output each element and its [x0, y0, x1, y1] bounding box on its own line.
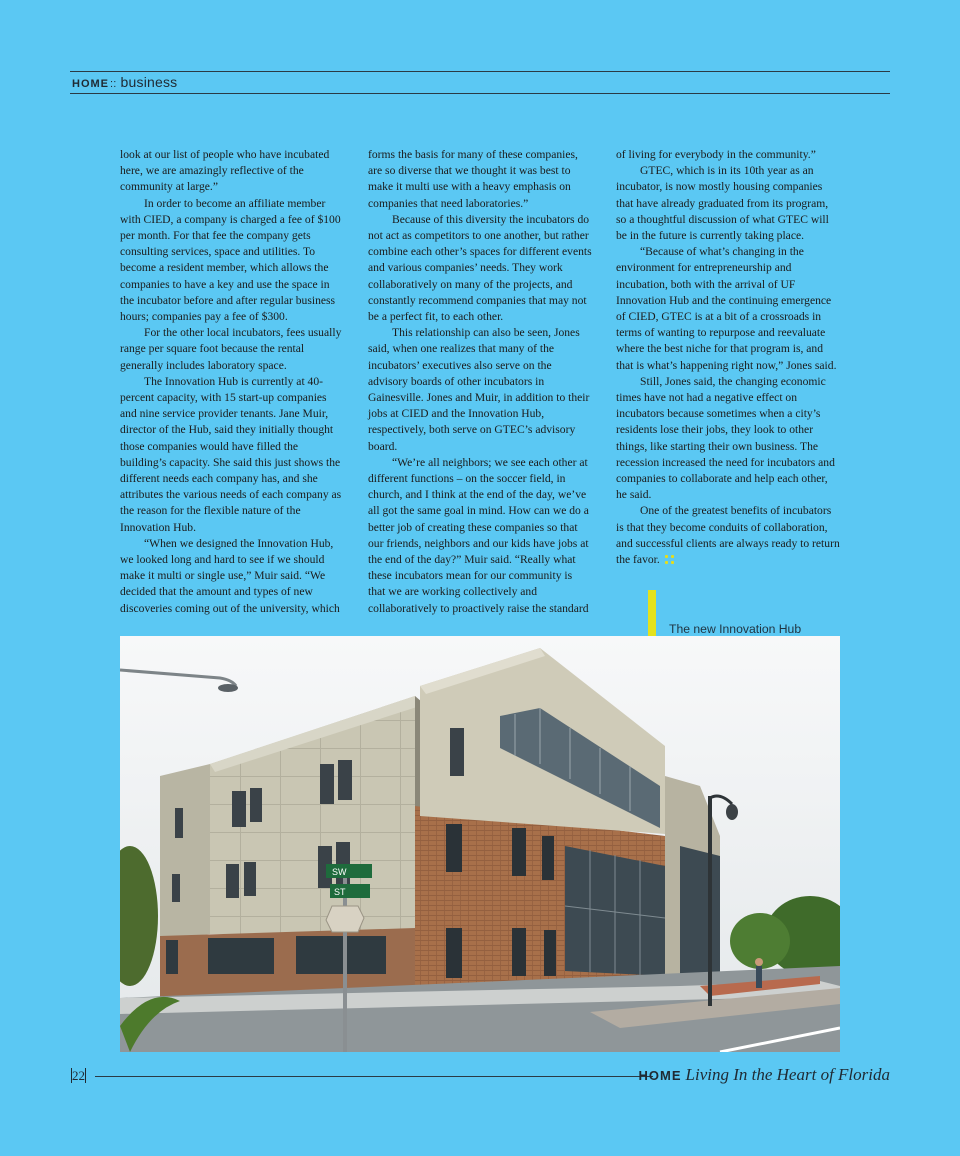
text-column-2	[368, 147, 592, 617]
footer-rule-left	[95, 1076, 653, 1077]
street-sign-text-1: SW	[332, 867, 347, 877]
paragraph: “Because of what’s changing in the environment for entrepreneurship and incubation, both with the arrival of UF Innovation Hub and the continuing emergence of CIED, GTEC is at a bit of a crossroads in terms of wanting to repurpose and reevaluate where the best niche for that program is, and that is what’s happening right now,” Jones said.	[616, 245, 837, 372]
paragraph: look at our list of people who have incubated here, we are amazingly reflective of the community at large.”	[120, 148, 330, 194]
paragraph: GTEC, which is in its 10th year as an incubator, is now mostly housing companies that have already graduated from its program, so a thoughtful discussion of what GTEC will be in the future is currently taking place.	[616, 164, 829, 243]
paragraph: forms the basis for many of these companies, are so diverse that we thought it was best to make it multi use with a heavy emphasis on companies that need laboratories.”	[368, 148, 578, 210]
street-sign-text-2: ST	[334, 887, 346, 897]
paragraph: Still, Jones said, the changing economic times have not had a negative effect on incubators because sometimes when a city’s residents lose their jobs, they look to other things, like starting their own business. The recession increased the need for incubators and companies to collaborate and help each other, he said.	[616, 374, 835, 502]
paragraph: Because of this diversity the incubators do not act as competitors to one another, but rather combine each other’s spaces for different events and various companies’ needs. They work collaboratively on many of the projects, and constantly recommend companies that may not be a perfect fit, to each other.	[368, 212, 592, 324]
section-topic: business	[120, 74, 178, 90]
photo-caption: The new Innovation Hub	[669, 622, 802, 636]
header-bottom-rule	[70, 93, 890, 94]
paragraph: In order to become an affiliate member with CIED, a company is charged a fee of $100 per month. For that fee the company gets consulting services, space and utilities. To become a resident member, which allows the companies to have a key and use the space in the incubator before and after regular business hours; companies pay a fee of $300.	[120, 196, 341, 324]
paragraph: For the other local incubators, fees usually range per square foot because the rental generally includes laboratory space.	[120, 326, 342, 372]
paragraph: The Innovation Hub is currently at 40-percent capacity, with 15 start-up companies and nine service provider tenants. Jane Muir, director of the Hub, said they initially thought those companies would have filled the building’s capacity. She said this just shows the different needs each company has, and she attributes the various needs of each company as the reason for the flexible nature of the Innovation Hub.	[120, 374, 342, 534]
header-top-rule	[70, 71, 890, 72]
paragraph: This relationship can also be seen, Jones said, when one realizes that many of the incubators’ executives also serve on the advisory boards of other incubators in Gainesville. Jones and Muir, in addition to their jobs at CIED and the Innovation Hub, respectively, both serve on GTEC’s advisory board.	[368, 326, 590, 453]
section-header	[72, 74, 177, 90]
footer-brand-name: HOME	[638, 1068, 682, 1083]
section-label: HOME	[72, 78, 109, 90]
page-number	[71, 1068, 86, 1084]
text-column-3	[616, 147, 840, 568]
paragraph-final-text: One of the greatest benefits of incubators is that they become conduits of collaboration, and successful clients are always ready to return the favor.	[616, 504, 840, 567]
paragraph-final	[616, 503, 840, 568]
page-number-text: 22	[72, 1068, 85, 1083]
end-mark-icon	[665, 555, 674, 564]
paragraph: “When we designed the Innovation Hub, we looked long and hard to see if we should make it multi or single use,” Muir said. “We decided that the amount and types of new discoveries coming out of the university, which	[120, 536, 340, 615]
text-column-1	[120, 147, 344, 617]
section-separator: ::	[110, 78, 117, 90]
building-photo	[120, 636, 840, 1052]
footer-brand	[639, 1065, 890, 1085]
paragraph: “We’re all neighbors; we see each other at different functions – on the soccer field, in church, and I think at the end of the day, we’ve all got the same goal in mind. How can we do a better job of creating these companies so that our friends, neighbors and our kids have jobs at the end of the day?” Muir said. “Really what these incubators mean for our community is that we are working collectively and collaboratively to proactively raise the standard	[368, 455, 589, 615]
footer-tagline: Living In the Heart of Florida	[685, 1065, 890, 1084]
paragraph: of living for everybody in the community.”	[616, 148, 816, 161]
